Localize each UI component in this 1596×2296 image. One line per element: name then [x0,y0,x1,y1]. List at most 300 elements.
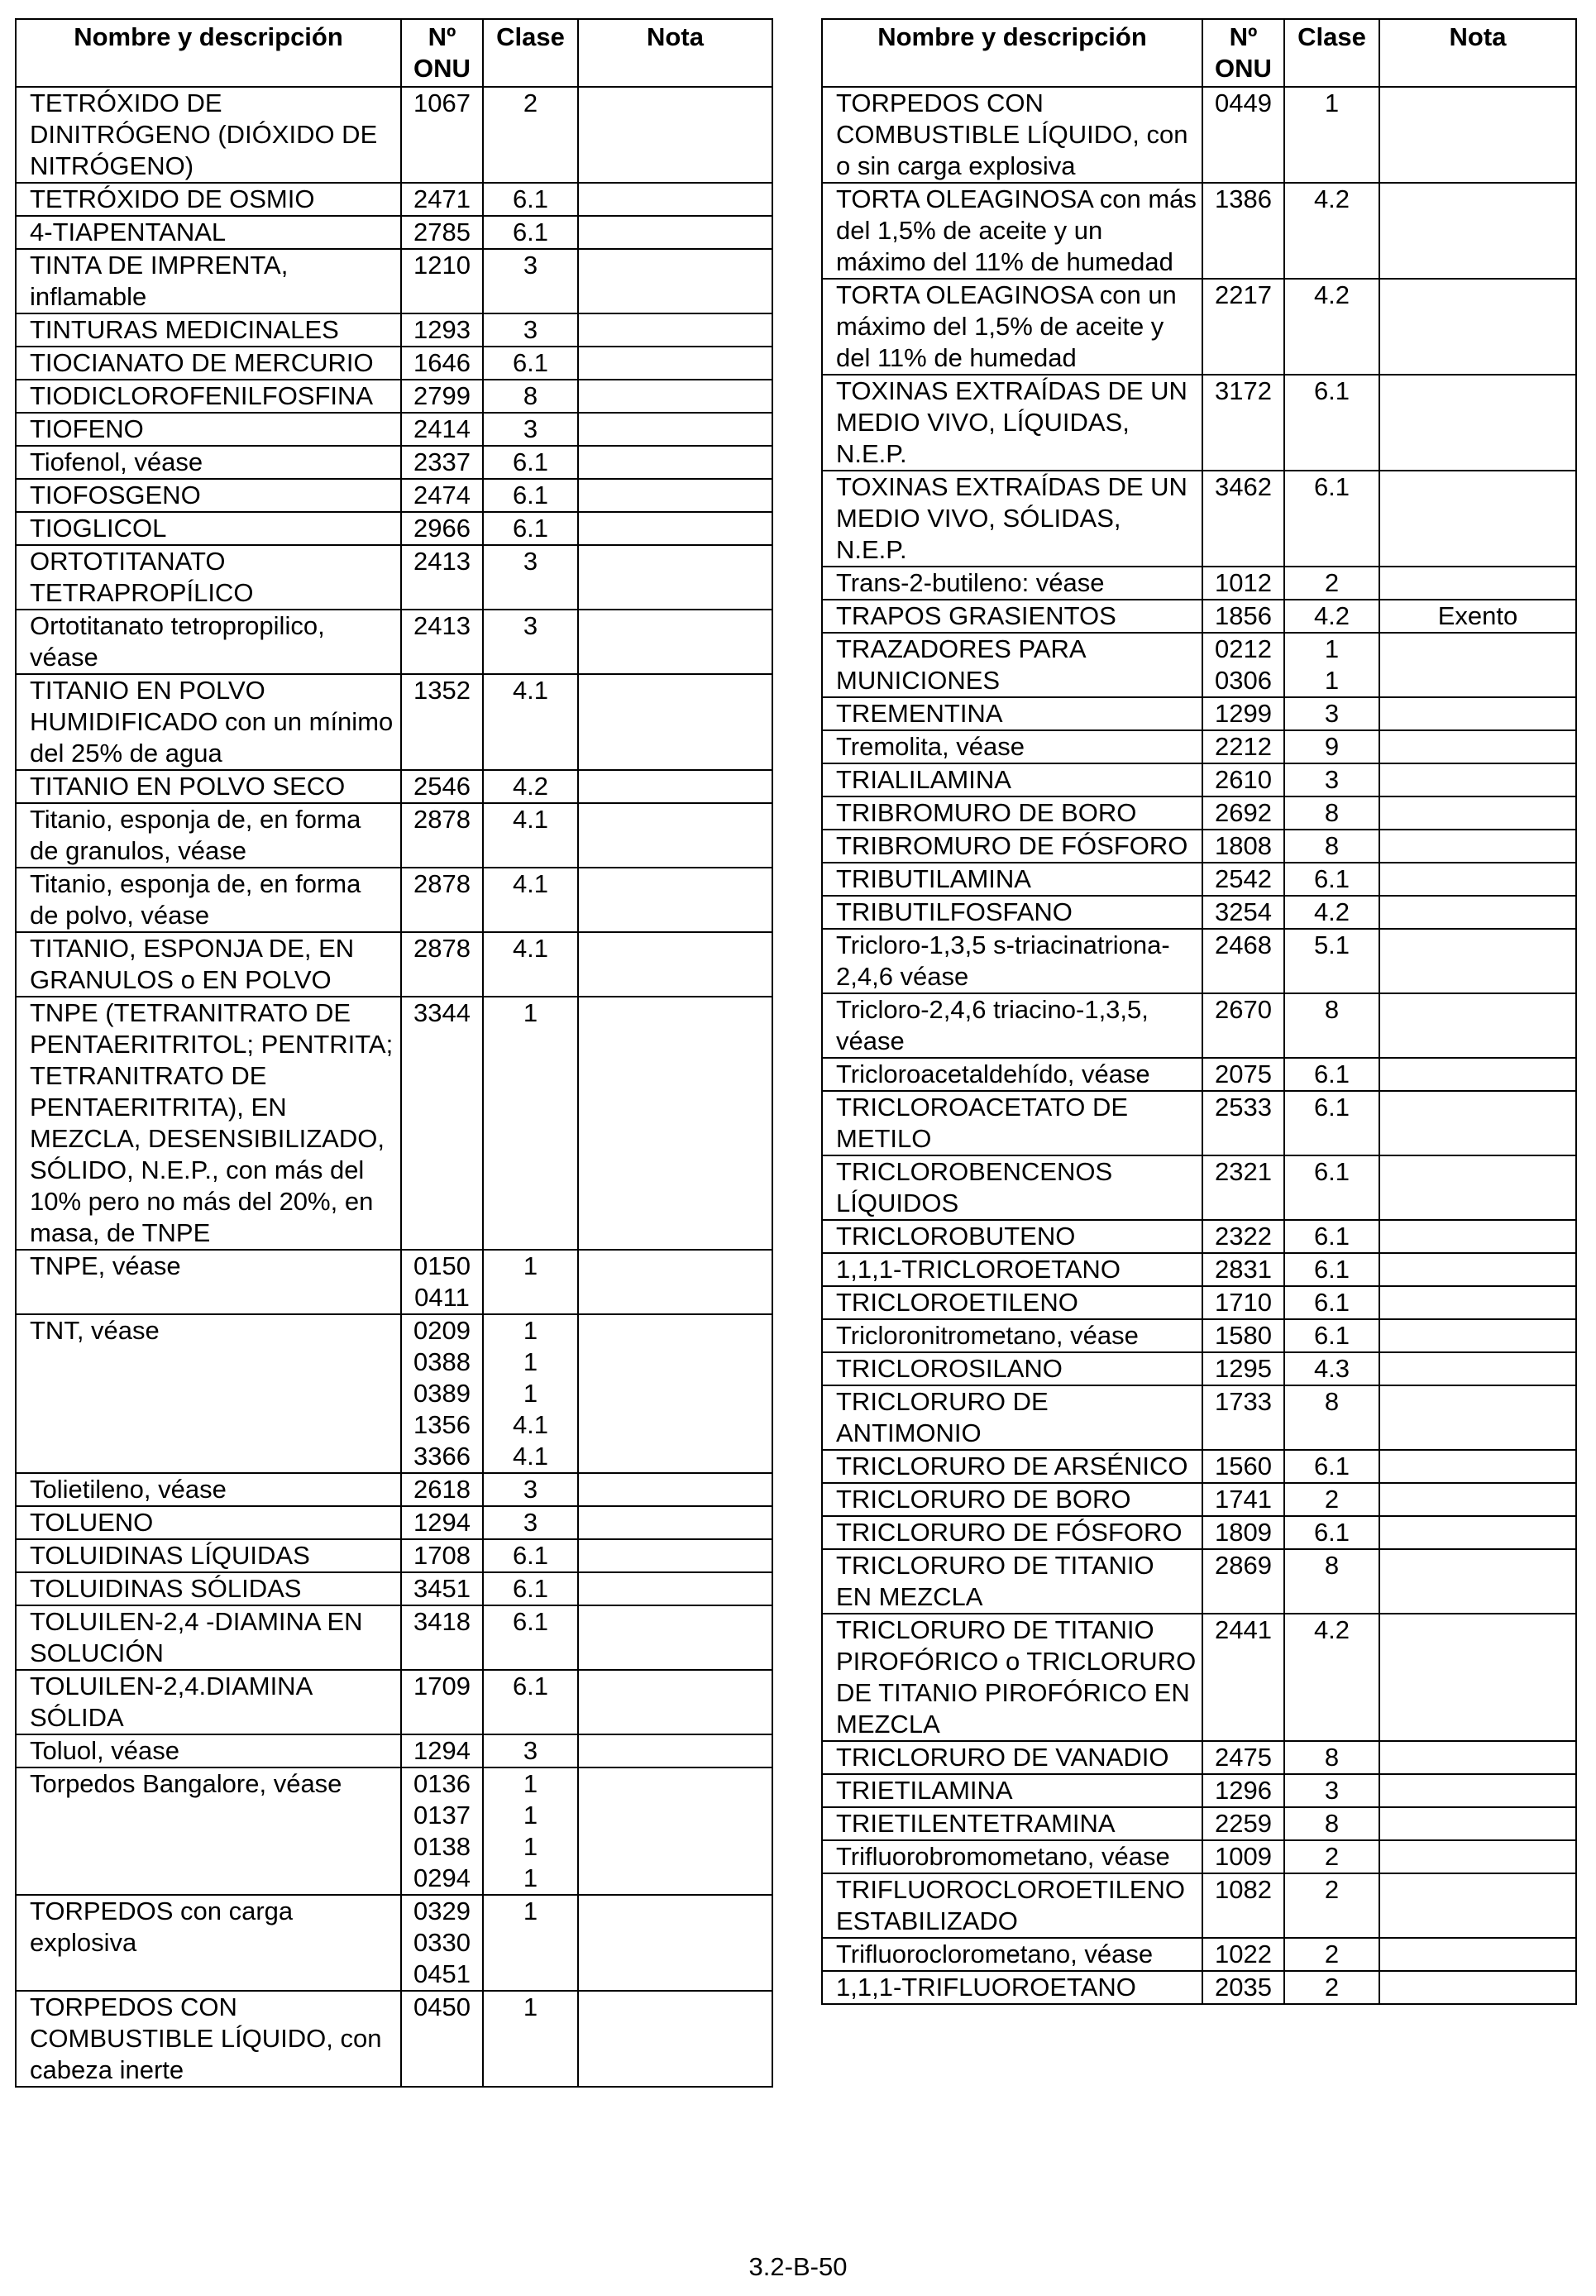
un-number: 0451 [413,1959,471,1988]
substance-name: TRIETILAMINA [822,1774,1202,1807]
table-row [16,1506,772,1539]
page-number: 3.2-B-50 [748,2252,848,2281]
un-number-cell [1202,471,1284,567]
class-cell [1284,1807,1379,1840]
hazard-class: 6.1 [1313,864,1350,893]
hazard-class: 6.1 [1313,1452,1350,1480]
un-number-cell [1202,1774,1284,1807]
un-number-cell [401,380,483,413]
hazard-class: 4.1 [512,1410,549,1439]
un-number: 2468 [1215,930,1272,959]
substance-name: TRAPOS GRASIENTOS [822,600,1202,633]
un-number-cell [401,1314,483,1473]
table-row [822,1741,1576,1774]
class-cell [483,446,578,479]
note-cell [1379,697,1576,730]
table-row [16,770,772,803]
note-cell [578,674,772,770]
note-cell [1379,1840,1576,1873]
table-row [16,1572,772,1605]
un-number-cell [1202,830,1284,863]
un-number: 0209 [413,1316,471,1345]
hazard-class: 3 [523,1508,538,1537]
substance-name: TETRÓXIDO DE DINITRÓGENO (DIÓXIDO DE NITRÓGENO) [16,87,401,183]
un-number-cell [401,413,483,446]
table-row [16,183,772,216]
substance-name: TRICLOROBENCENOS LÍQUIDOS [822,1155,1202,1220]
header-onu: Nº ONU [401,19,483,87]
note-cell [1379,1774,1576,1807]
note-cell [578,1895,772,1991]
substance-name: TOLUILEN-2,4.DIAMINA SÓLIDA [16,1670,401,1734]
table-row [822,896,1576,929]
table-row [822,730,1576,763]
table-row [16,1734,772,1767]
note-cell [578,446,772,479]
note-cell [1379,1058,1576,1091]
un-number: 1022 [1215,1940,1272,1968]
hazard-class: 6.1 [512,1541,549,1570]
class-cell [1284,1614,1379,1741]
table-row [822,87,1576,183]
class-cell [1284,1091,1379,1155]
un-number: 2471 [413,184,471,213]
hazard-class: 3 [523,611,538,640]
table-row [822,1450,1576,1483]
un-number-cell [1202,896,1284,929]
hazard-class: 2 [523,88,538,117]
hazard-class: 9 [1324,732,1340,761]
un-number: 0389 [413,1379,471,1408]
un-number: 2035 [1215,1973,1272,2002]
table-row [822,375,1576,471]
hazard-class: 2 [1324,568,1340,597]
substance-name: Trifluoroclorometano, véase [822,1938,1202,1971]
un-number: 2831 [1215,1255,1272,1284]
un-number: 2337 [413,447,471,476]
hazard-class: 8 [1324,995,1340,1024]
class-cell [483,545,578,610]
substance-name: TRAZADORES PARA MUNICIONES [822,633,1202,697]
note-cell [578,1539,772,1572]
class-cell [1284,929,1379,993]
note-cell [578,313,772,347]
class-cell [483,770,578,803]
table-row [16,545,772,610]
table-row [822,279,1576,375]
class-cell [1284,993,1379,1058]
class-cell [483,183,578,216]
un-number-cell [1202,763,1284,796]
note-cell [1379,471,1576,567]
substance-name: TIODICLOROFENILFOSFINA [16,380,401,413]
hazard-class: 4.1 [512,1442,549,1471]
table-row [822,763,1576,796]
un-number: 0137 [413,1801,471,1830]
note-cell [1379,863,1576,896]
substance-name: 1,1,1-TRIFLUOROETANO [822,1971,1202,2004]
hazard-class: 3 [523,547,538,576]
hazard-class: 1 [523,998,538,1027]
class-cell [483,997,578,1250]
class-cell [1284,863,1379,896]
note-cell [1379,1220,1576,1253]
un-number-cell [401,997,483,1250]
substance-name: TRIBROMURO DE BORO [822,796,1202,830]
class-cell [483,413,578,446]
substance-name: Tricloronitrometano, véase [822,1319,1202,1352]
hazard-class: 6.1 [512,481,549,509]
note-cell [1379,633,1576,697]
un-number: 1808 [1215,831,1272,860]
un-number: 2322 [1215,1222,1272,1251]
un-number: 0330 [413,1928,471,1957]
table-row [16,803,772,868]
class-cell [483,868,578,932]
un-number-cell [401,1734,483,1767]
note-cell [1379,1450,1576,1483]
un-number: 2321 [1215,1157,1272,1186]
class-cell [1284,600,1379,633]
un-number-cell [1202,1938,1284,1971]
substance-name: TOLUIDINAS SÓLIDAS [16,1572,401,1605]
hazard-class: 4.2 [512,772,549,801]
table-row [822,1091,1576,1155]
class-cell [1284,1516,1379,1549]
class-cell [1284,830,1379,863]
note-cell [578,1605,772,1670]
un-number: 0306 [1215,666,1272,695]
table-header-row [16,19,772,87]
un-number: 2869 [1215,1551,1272,1580]
table-row [16,1767,772,1895]
hazard-class: 1 [523,1801,538,1830]
un-number: 3462 [1215,472,1272,501]
table-row [822,1058,1576,1091]
un-number-cell [1202,1253,1284,1286]
class-cell [1284,567,1379,600]
hazard-class: 6.1 [512,1574,549,1603]
substance-name: TINTURAS MEDICINALES [16,313,401,347]
un-number: 1296 [1215,1776,1272,1805]
substance-name: Tricloro-1,3,5 s-triacinatriona-2,4,6 véase [822,929,1202,993]
un-number-cell [401,1250,483,1314]
table-row [16,413,772,446]
table-row [16,868,772,932]
hazard-class: 8 [1324,798,1340,827]
un-number: 2542 [1215,864,1272,893]
substance-name: Ortotitanato tetropropilico, véase [16,610,401,674]
table-row [16,380,772,413]
hazard-class: 4.2 [1313,184,1350,213]
hazard-class: 6.1 [512,447,549,476]
substance-name: TINTA DE IMPRENTA, inflamable [16,249,401,313]
class-cell [1284,697,1379,730]
un-number-cell [1202,1155,1284,1220]
un-number-cell [1202,1549,1284,1614]
un-number-cell [401,87,483,183]
un-number-cell [401,1895,483,1991]
substance-name: TRIFLUOROCLOROETILENO ESTABILIZADO [822,1873,1202,1938]
table-row [16,347,772,380]
hazard-class: 6.1 [512,184,549,213]
hazard-class: 6.1 [512,514,549,543]
hazard-class: 1 [523,1992,538,2021]
class-cell [483,674,578,770]
un-number: 2670 [1215,995,1272,1024]
un-number-cell [401,1767,483,1895]
un-number-cell [1202,929,1284,993]
un-number: 0136 [413,1769,471,1798]
un-number-cell [401,1539,483,1572]
class-cell [1284,1352,1379,1385]
hazard-class: 1 [1324,634,1340,663]
table-row [822,796,1576,830]
hazard-class: 4.1 [512,869,549,898]
hazard-class: 6.1 [1313,472,1350,501]
header-clase: Clase [483,19,578,87]
table-row [16,1473,772,1506]
hazard-class: 6.1 [512,218,549,246]
substance-name: TRICLORURO DE BORO [822,1483,1202,1516]
table-row [822,1385,1576,1450]
un-number-cell [401,1506,483,1539]
substance-name: TNPE (TETRANITRATO DE PENTAERITRITOL; PENTRITA; TETRANITRATO DE PENTAERITRITA), EN MEZCLA, DESENSIBILIZADO, SÓLIDO, N.E.P., con más del 10% pero no más del 20%, en masa, de TNPE [16,997,401,1250]
note-cell [1379,279,1576,375]
un-number-cell [1202,1450,1284,1483]
hazard-class: 1 [1324,666,1340,695]
un-number-cell [1202,730,1284,763]
table-row [822,183,1576,279]
substance-name: ORTOTITANATO TETRAPROPÍLICO [16,545,401,610]
un-number: 1386 [1215,184,1272,213]
table-row [16,674,772,770]
class-cell [1284,1774,1379,1807]
hazard-class: 1 [523,1347,538,1376]
class-cell [483,1314,578,1473]
note-cell [1379,896,1576,929]
un-number: 2610 [1215,765,1272,794]
class-cell [483,1991,578,2087]
substance-name: TREMENTINA [822,697,1202,730]
hazard-class: 3 [1324,1776,1340,1805]
class-cell [1284,1483,1379,1516]
substance-name: TITANIO, ESPONJA DE, EN GRANULOS o EN POLVO [16,932,401,997]
class-cell [1284,1741,1379,1774]
substance-name: TRIBROMURO DE FÓSFORO [822,830,1202,863]
class-cell [1284,1840,1379,1873]
substance-name: Tricloroacetaldehído, véase [822,1058,1202,1091]
un-number-cell [1202,1352,1284,1385]
table-row [16,446,772,479]
note-cell [1379,1549,1576,1614]
un-number: 1294 [413,1508,471,1537]
note-cell [578,479,772,512]
hazard-class: 6.1 [1313,1157,1350,1186]
un-number-cell [401,183,483,216]
hazard-class: 6.1 [1313,1093,1350,1122]
note-cell [1379,763,1576,796]
un-number: 3254 [1215,897,1272,926]
table-row [16,479,772,512]
note-cell [1379,830,1576,863]
class-cell [483,1670,578,1734]
un-number-cell [1202,375,1284,471]
un-number-cell [1202,1873,1284,1938]
hazard-class: 3 [523,251,538,280]
hazard-class: 1 [523,1897,538,1925]
class-cell [1284,1549,1379,1614]
class-cell [483,347,578,380]
note-cell [578,932,772,997]
substance-name: TNT, véase [16,1314,401,1473]
note-cell: Exento [1379,600,1576,633]
note-cell [1379,1971,1576,2004]
class-cell [1284,1155,1379,1220]
un-number: 1809 [1215,1518,1272,1547]
note-cell [578,1572,772,1605]
note-cell [1379,1286,1576,1319]
un-number: 3344 [413,998,471,1027]
table-row [822,1483,1576,1516]
hazard-class: 2 [1324,1485,1340,1514]
un-number: 2785 [413,218,471,246]
un-number-cell [1202,567,1284,600]
note-cell [578,1250,772,1314]
hazard-class: 8 [1324,831,1340,860]
hazard-class: 1 [523,1316,538,1345]
note-cell [1379,1155,1576,1220]
class-cell [1284,896,1379,929]
substance-name: TRICLORURO DE FÓSFORO [822,1516,1202,1549]
note-cell [578,1314,772,1473]
table-row [822,697,1576,730]
un-number: 0388 [413,1347,471,1376]
un-number: 1293 [413,315,471,344]
table-row [16,512,772,545]
note-cell [578,512,772,545]
un-number-cell [1202,1385,1284,1450]
table-row [16,1895,772,1991]
substance-name: TOLUILEN-2,4 -DIAMINA EN SOLUCIÓN [16,1605,401,1670]
un-number-cell [1202,1741,1284,1774]
hazard-class: 8 [1324,1809,1340,1838]
substance-name: TRICLOROBUTENO [822,1220,1202,1253]
class-cell [1284,1385,1379,1450]
un-number-cell [1202,863,1284,896]
note-cell [1379,1319,1576,1352]
substance-name: TORPEDOS con carga explosiva [16,1895,401,1991]
note-cell [1379,1385,1576,1450]
un-number-cell [401,932,483,997]
un-number: 2878 [413,869,471,898]
un-number: 1210 [413,251,471,280]
un-number: 1709 [413,1672,471,1700]
un-number: 0294 [413,1863,471,1892]
class-cell [483,1506,578,1539]
note-cell [578,545,772,610]
hazard-class: 4.2 [1313,601,1350,630]
header-name: Nombre y descripción [16,19,401,87]
class-cell [483,249,578,313]
note-cell [1379,1741,1576,1774]
un-number: 1356 [413,1410,471,1439]
un-number-cell [401,1572,483,1605]
hazard-class: 2 [1324,1973,1340,2002]
table-row [822,830,1576,863]
table-row [822,600,1576,633]
hazard-class: 6.1 [512,348,549,377]
substance-name: Tricloro-2,4,6 triacino-1,3,5, véase [822,993,1202,1058]
un-number: 0450 [413,1992,471,2021]
table-row [16,87,772,183]
un-number: 2217 [1215,280,1272,309]
table-row [822,1319,1576,1352]
table-row [822,1807,1576,1840]
un-number: 1733 [1215,1387,1272,1416]
hazard-class: 3 [523,1736,538,1765]
un-number-cell [401,868,483,932]
substance-name: TRIALILAMINA [822,763,1202,796]
substance-name: TORTA OLEAGINOSA con un máximo del 1,5% de aceite y del 11% de humedad [822,279,1202,375]
un-number: 2259 [1215,1809,1272,1838]
hazard-class: 5.1 [1313,930,1350,959]
un-number: 1856 [1215,601,1272,630]
note-cell [1379,1516,1576,1549]
class-cell [1284,87,1379,183]
note-cell [1379,1614,1576,1741]
substance-name: TRIETILENTETRAMINA [822,1807,1202,1840]
substance-name: Trifluorobromometano, véase [822,1840,1202,1873]
note-cell [578,87,772,183]
note-cell [1379,993,1576,1058]
class-cell [1284,1971,1379,2004]
un-number-cell [1202,1091,1284,1155]
un-number-cell [401,770,483,803]
un-number: 1560 [1215,1452,1272,1480]
note-cell [578,770,772,803]
note-cell [1379,1873,1576,1938]
table-row [16,1605,772,1670]
hazard-class: 2 [1324,1875,1340,1904]
hazard-class: 4.2 [1313,280,1350,309]
un-number: 2546 [413,772,471,801]
un-number: 1295 [1215,1354,1272,1383]
un-number: 2413 [413,611,471,640]
hazard-class: 4.3 [1313,1354,1350,1383]
un-number-cell [1202,1220,1284,1253]
hazard-class: 1 [523,1379,538,1408]
substance-name: TRICLORURO DE ANTIMONIO [822,1385,1202,1450]
un-number-cell [401,610,483,674]
un-number-cell [401,1605,483,1670]
note-cell [1379,567,1576,600]
header-name: Nombre y descripción [822,19,1202,87]
substance-name: TIOGLICOL [16,512,401,545]
class-cell [1284,1450,1379,1483]
substance-name: Torpedos Bangalore, véase [16,1767,401,1895]
header-onu: Nº ONU [1202,19,1284,87]
un-number-cell [401,347,483,380]
hazard-class: 6.1 [1313,1060,1350,1088]
un-number: 2075 [1215,1060,1272,1088]
substance-name: TORPEDOS CON COMBUSTIBLE LÍQUIDO, con o sin carga explosiva [822,87,1202,183]
un-number-cell [401,1670,483,1734]
substance-name: 4-TIAPENTANAL [16,216,401,249]
note-cell [578,997,772,1250]
hazard-class: 4.2 [1313,897,1350,926]
note-cell [1379,1938,1576,1971]
